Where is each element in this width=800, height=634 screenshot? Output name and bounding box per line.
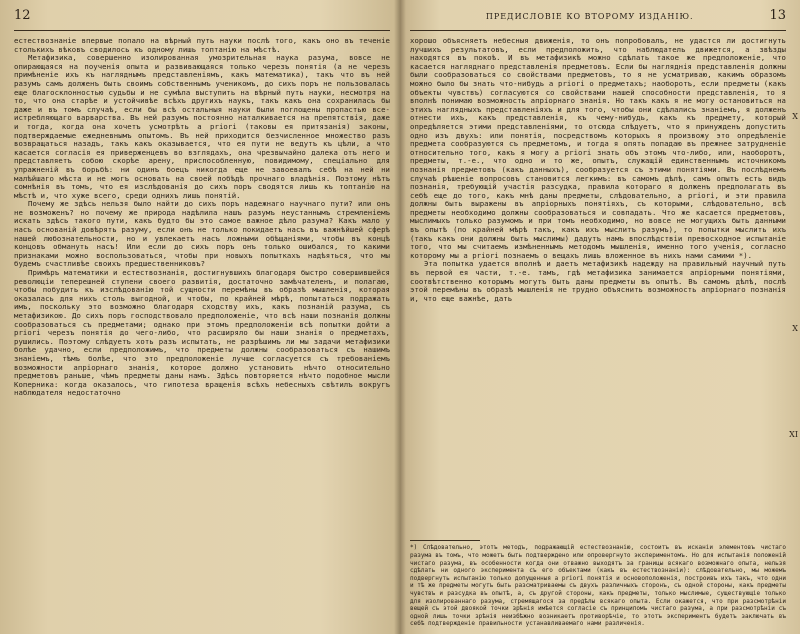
margin-mark: XI bbox=[789, 430, 798, 439]
left-running-head bbox=[14, 8, 390, 31]
left-paragraph: естествознаніе впервые попало на вѣрный путь науки послѣ того, какъ оно въ теченіе столькихъ вѣковъ сводилось къ одному лишь топтанію на мѣстѣ. bbox=[14, 36, 390, 54]
right-paragraph: Эта попытка удается вполнѣ и даетъ метафизикѣ надежду на правильный научный путь въ первой ея части, т.-е. тамъ, гдѣ метафизика занимается апріорными понятіями, соотвѣтственно которымъ могутъ быть даны предметы въ опытѣ. Въ самомъ дѣлѣ, послѣ этой перемѣны въ образѣ мышленія не трудно объяснить возможность апріорнаго познанія и, что еще важнѣе, дать bbox=[410, 259, 786, 303]
running-title: ПРЕДИСЛОВІЕ КО ВТОРОМУ ИЗДАНІЮ. bbox=[485, 12, 694, 21]
right-running-head bbox=[410, 8, 786, 31]
left-page-number: 12 bbox=[14, 8, 31, 23]
right-page-number: 13 bbox=[769, 8, 786, 23]
left-paragraph: Почему же здѣсь нельзя было найти до сихъ поръ надежнаго научнаго пути? или онъ не возможенъ? но почему же природа надѣлила нашъ разумъ неустаннымъ стремленіемъ искать здѣсь такого пути, какъ будто бы это самое важное дѣло разума? Какъ мало у насъ основаній довѣрять разуму, если онъ не только покидаетъ насъ въ важнѣйшей сферѣ нашей любознательности, но и увлекаетъ насъ ложными обѣщаніями, чтобы въ концѣ концовъ обмануть насъ! Или если до сихъ поръ онъ только ошибался, то какими признаками можно воспользоваться, чтобы при новыхъ попыткахъ надѣяться, что мы будемъ счастливѣе своихъ предшественниковъ? bbox=[14, 199, 390, 269]
left-page-text bbox=[14, 37, 390, 398]
right-page-text bbox=[410, 37, 786, 303]
right-paragraph: хорошо объясняетъ небесныя движенія, то онъ попробовалъ, не удастся ли достигнуть лучшихъ результатовъ, если предположить, что наблюдатель движется, а звѣзды находятся въ покоѣ. И въ метафизикѣ можно сдѣлать такое же предположеніе, что касается нагляднаго представленія предметовъ. Если бы нагляднія представленія должны были сообразоваться со свойствами предметовъ, то я не усматриваю, какимъ образомъ можно было бы знать что-нибудь a priori о предметахъ; наоборотъ, если предметы (какъ объекты чувствъ) согласуются со свойствами нашей способности представленія, то я вполнѣ понимаю возможность апріорнаго знанія. Но такъ какъ я не могу остановиться на этихъ наглядныхъ представленіяхъ и для того, чтобы они сдѣлались знаніемъ, я долженъ отнести ихъ, какъ представленія, къ чему-нибудь, какъ къ предмету, который опредѣляется этими представленіями, то отсюда слѣдуетъ, что я принужденъ допустить одно изъ двухъ: или понятія, посредствомъ которыхъ я произвожу это опредѣленіе предмета сообразуются съ предметомъ, и тогда я опять попадаю въ прежнее затрудненіе относительно того, какъ я могу a priori знать объ этомъ что-либо, или, наоборотъ, предметы, т.-е., что одно и то же, опытъ, служащій единственнымъ источникомъ познанія предметовъ (какъ данныхъ), сообразуется съ этими понятіями. Въ послѣднемъ случаѣ рѣшеніе вопросовъ становится легкимъ: въ самомъ дѣлѣ, самъ опытъ есть видъ познанія, требующій участія разсудка, правила котораго я долженъ предполагать въ себѣ еще до того, какъ мнѣ даны предметы, слѣдовательно, a priori, и эти правила должны быть выражены въ апріорныхъ понятіяхъ, съ которыми, слѣдовательно, всѣ предметы необходимо должны сообразоваться и совпадать. Что же касается предметовъ, мыслимыхъ только разумомъ и при томъ необходимо, но вовсе не могущихъ быть данными въ опытѣ (по крайней мѣрѣ такъ, какъ ихъ мыслитъ разумъ), то попытки мыслить ихъ (такъ какъ они должны быть мыслимы) дадутъ намъ впослѣдствіи превосходное испытаніе того, что мы считаемъ измѣненнымъ методомъ мышленія, именно того ученія, согласно которому мы a priori познаемъ о вещахъ лишь вложенное въ нихъ нами самими *). bbox=[410, 36, 786, 260]
left-paragraph: Метафизика, совершенно изолированная умозрительная наука разума, вовсе не опирающаяся на поученія опыта и развивающаяся только черезъ понятія (а не черезъ примѣненіе ихъ къ нагляднымъ представленіямъ, какъ математика), такъ что въ ней разумъ самъ долженъ быть своимъ собственнымъ ученикомъ, до сихъ поръ не пользовалась еще благосклонностью судьбы и не сумѣла выступить на вѣрный путь науки, несмотря на то, что она старѣе и устойчивѣе всѣхъ другихъ наукъ, такъ какъ она сохранилась бы даже и въ томъ случаѣ, если бы всѣ остальныя науки были поглощены пропастью все-истребляющаго варварства. Въ ней разумъ постоянно наталкивается на препятствія, даже и тогда, когда она хочетъ усмотрѣть a priori (таковы ея притязанія) законы, подтверждаемые ежедневнымъ опытомъ. Въ ней приходится безчисленное множество разъ возвращаться назадъ, такъ какъ оказывается, что ея пути не ведутъ къ цѣли, а что касается согласія ея приверженцевъ во взглядахъ, она чрезвычайно далека отъ него и представляетъ собою скорѣе арену, приспособленную, повидимому, спеціально для упражненій въ борьбѣ: ни одинъ боецъ никогда еще не завоевалъ себѣ на ней ни малѣйшаго мѣста и не могъ основать на своей побѣдѣ прочнаго владѣнія. Поэтому нѣтъ сомнѣнія въ томъ, что ея изслѣдованія до сихъ поръ сводятся лишь къ топтанію на мѣстѣ и, что хуже всего, среди однихъ лишь понятій. bbox=[14, 53, 390, 200]
footnote-rule bbox=[410, 540, 480, 541]
margin-mark: X bbox=[792, 112, 798, 121]
footnote bbox=[410, 537, 786, 628]
footnote-text: *) Слѣдовательно, этотъ методъ, подражающій естествознанію, состоитъ въ исканіи элементовъ чистаго разума въ томъ, что можетъ быть подтверждено или опровергнуто экспериментомъ. Но для испытанія положеній чистаго разума, въ особенности когда они отважно выходятъ за границы всякаго возможнаго опыта, нельзя сдѣлать ни одного эксперимента съ его объектами (какъ въ естествознаніи): слѣдовательно, мы можемъ подвергнуть испытанію только допущенныя a priori понятія и основоположенія, построивъ ихъ такъ, что одни и тѣ же предметы могутъ быть разсматриваемы съ двухъ различныхъ сторонъ, съ одной стороны, какъ предметы чувствъ и разсудка въ опытѣ, а, съ другой стороны, какъ предметы, только мыслимые, существующіе только для изолированнаго разума, стремящагося за предѣлы всякаго опыта. Если окажется, что при разсмотрѣніи вещей съ этой двоякой точки зрѣнія имѣется согласіе съ принципомъ чистаго разума, а при разсмотрѣніи съ одной лишь точки зрѣнія неизбѣжно возникаетъ противорѣчіе, то этотъ экспериментъ будетъ заключать въ себѣ подтвержденіе правильности устанавливаемаго нами различенія. bbox=[410, 544, 786, 628]
left-paragraph: Примѣръ математики и естествознанія, достигнувшихъ благодаря быстро совершившейся революціи теперешней ступени своего развитія, достаточно замѣчателенъ, и полагаю, чтобы побудить къ изслѣдованію той сущности перемѣны въ образѣ мышленія, которая оказалась для нихъ столь выгодной, и чтобы, по крайней мѣрѣ, попытаться подражать имъ, поскольку это возможно благодаря сходству ихъ, какъ познаній разума, съ метафизикою. До сихъ поръ господствовало предположеніе, что всѣ наши познанія должны сообразоваться съ предметами; однако при этомъ предположеніи всѣ попытки дойти a priori черезъ понятія до чего-либо, что расширяло бы наши знанія о предметахъ, рушились. Поэтому слѣдуетъ хоть разъ испытать, не разрѣшимъ ли мы задачи метафизики болѣе удачно, если предположимъ, что предметы должны сообразоваться съ нашимъ знаніемъ, тѣмъ болѣе, что это предположеніе лучше согласуется съ требованіемъ возможности апріорнаго знанія, которое должно установить нѣчтo относительно предметовъ раньше, чѣмъ предметы даны намъ. Здѣсь повторяется нѣчто подобное мысли Коперника: когда оказалось, что гипотеза вращенія всѣхъ небесныхъ свѣтилъ вокругъ наблюдателя недостаточно bbox=[14, 268, 390, 398]
margin-mark: X bbox=[792, 324, 798, 333]
right-page bbox=[400, 0, 800, 634]
